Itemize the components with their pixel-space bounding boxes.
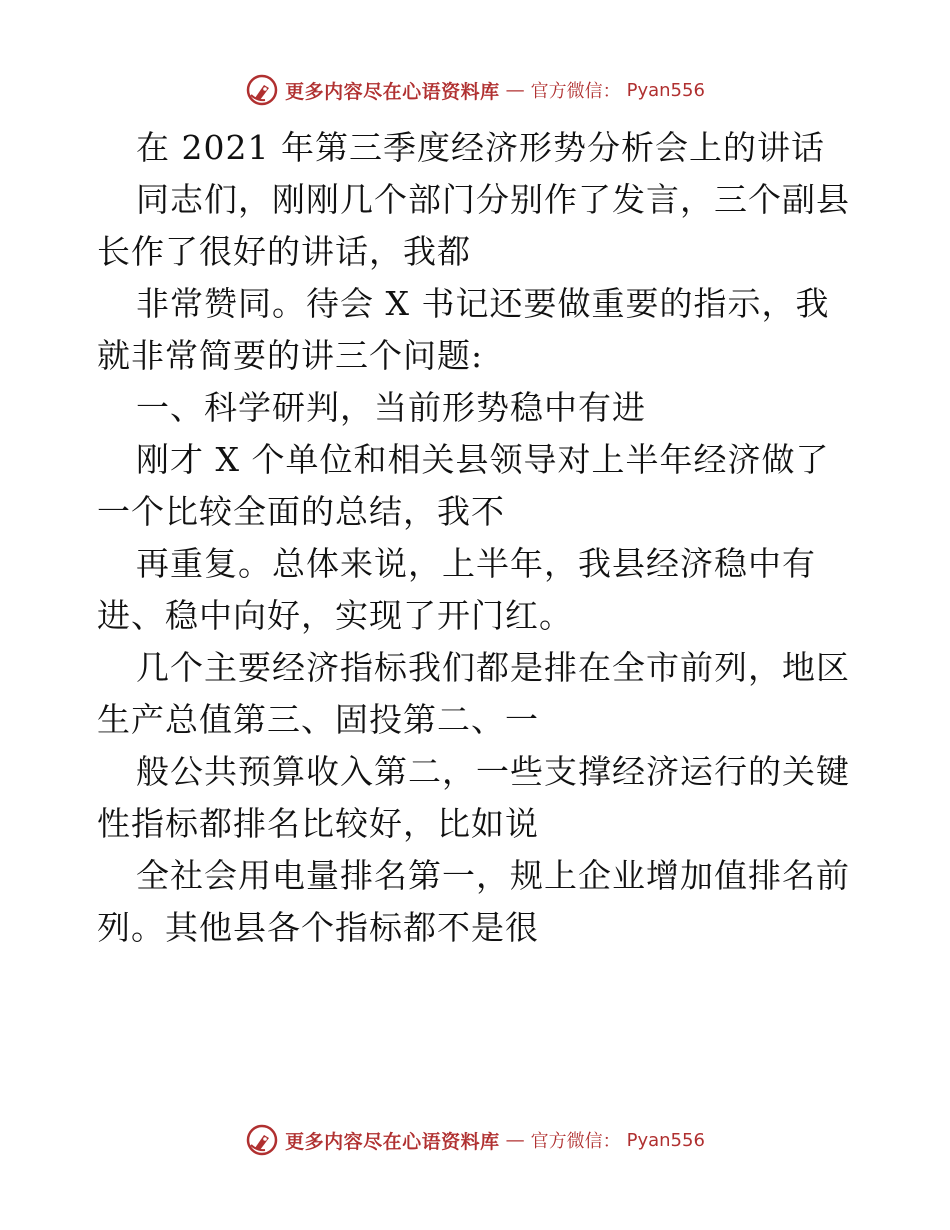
watermark-separator: —	[505, 1129, 525, 1151]
pen-nib-logo-icon	[245, 1123, 279, 1157]
watermark-contact-id: Pyan556	[626, 79, 705, 101]
watermark-contact-label: 官方微信：	[530, 81, 621, 102]
paragraph-line: 进、稳中向好，实现了开门红。	[97, 596, 573, 635]
paragraph-line: 几个主要经济指标我们都是排在全市前列，地区	[136, 648, 850, 687]
paragraph-line: 再重复。总体来说，上半年，我县经济稳中有	[136, 544, 816, 583]
document-body	[97, 122, 857, 954]
watermark-text: 更多内容尽在心语资料库	[285, 1130, 500, 1153]
paragraph-line: 般公共预算收入第二，一些支撑经济运行的关键	[136, 752, 850, 791]
document-title: 在 2021 年第三季度经济形势分析会上的讲话	[136, 128, 825, 167]
section-heading: 一、科学研判，当前形势稳中有进	[136, 388, 646, 427]
paragraph-line: 非常赞同。待会 X 书记还要做重要的指示，我	[136, 284, 830, 323]
paragraph-line: 就非常简要的讲三个问题:	[97, 336, 484, 375]
paragraph-line: 性指标都排名比较好，比如说	[97, 804, 539, 843]
watermark-footer	[0, 1120, 950, 1160]
paragraph-line: 全社会用电量排名第一，规上企业增加值排名前	[136, 856, 850, 895]
paragraph-line: 同志们，刚刚几个部门分别作了发言，三个副县	[136, 180, 850, 219]
paragraph-line: 一个比较全面的总结，我不	[97, 492, 505, 531]
paragraph-line: 生产总值第三、固投第二、一	[97, 700, 539, 739]
watermark-separator: —	[505, 79, 525, 101]
watermark-contact-label: 官方微信：	[530, 1131, 621, 1152]
pen-nib-logo-icon	[245, 73, 279, 107]
watermark-contact-id: Pyan556	[626, 1129, 705, 1151]
paragraph-line: 长作了很好的讲话，我都	[97, 232, 471, 271]
watermark-header	[0, 70, 950, 110]
watermark-text: 更多内容尽在心语资料库	[285, 80, 500, 103]
paragraph-line: 刚才 X 个单位和相关县领导对上半年经济做了	[136, 440, 830, 479]
paragraph-line: 列。其他县各个指标都不是很	[97, 908, 539, 947]
